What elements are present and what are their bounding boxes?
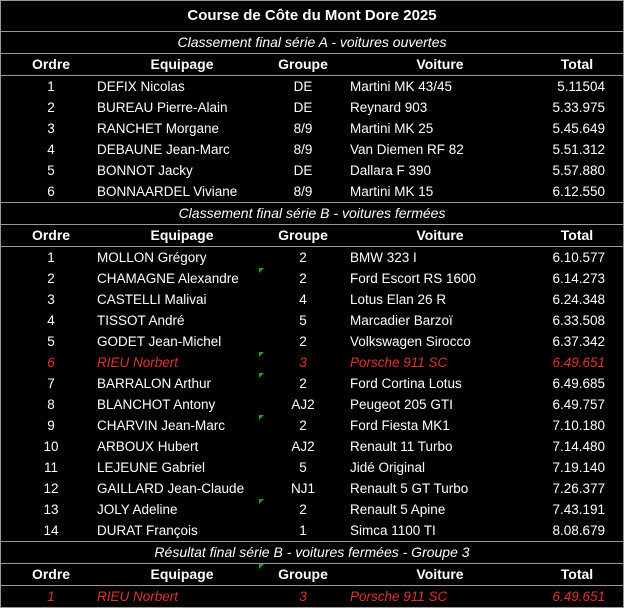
cell-voiture: Reynard 903 [350,100,428,115]
table-row [1,520,623,541]
cell-groupe: 1 [299,523,307,538]
table-row [1,373,623,394]
cell-equipage: BUREAU Pierre-Alain [97,100,228,115]
cell-total: 6.24.348 [552,292,605,307]
cell-voiture: Dallara F 390 [350,163,432,178]
column-header-row [1,54,623,76]
cell-groupe: 2 [299,271,307,286]
header-total: Total [560,56,594,72]
cell-total: 5.45.649 [552,121,605,136]
cell-voiture: Martini MK 25 [350,121,434,136]
cell-total: 5.11504 [557,79,605,94]
cell-groupe: 8/9 [293,121,313,136]
cell-total: 5.51.312 [552,142,605,157]
cell-total: 6.49.685 [552,376,605,391]
cell-total: 6.49.757 [552,397,605,412]
cell-equipage: CHAMAGNE Alexandre [97,271,239,286]
table-row [1,478,623,499]
cell-ordre: 7 [47,376,55,391]
cell-voiture: Van Diemen RF 82 [350,142,464,157]
cell-ordre: 1 [47,589,55,604]
cell-equipage: GODET Jean-Michel [97,334,222,349]
header-voiture: Voiture [416,566,464,582]
cell-equipage: GAILLARD Jean-Claude [97,481,245,496]
cell-equipage: RANCHET Morgane [97,121,220,136]
cell-equipage: DEBAUNE Jean-Marc [97,142,230,157]
cell-total: 6.14.273 [552,271,605,286]
cell-ordre: 13 [43,502,59,517]
cell-voiture: Marcadier Barzoï [350,313,453,328]
cell-marker-icon [259,373,264,378]
cell-marker-icon [259,499,264,504]
cell-groupe: DE [293,100,313,115]
cell-marker-icon [259,268,264,273]
header-voiture: Voiture [416,56,464,72]
cell-total: 5.33.975 [552,100,605,115]
header-voiture: Voiture [416,227,464,243]
cell-voiture: Jidé Original [350,460,426,475]
results-section [1,542,623,607]
cell-voiture: Renault 11 Turbo [350,439,453,454]
section-title: Résultat final série B - voitures fermées - Groupe 3 [1,542,623,564]
cell-voiture: Peugeot 205 GTI [350,397,453,412]
header-total: Total [560,566,594,582]
cell-ordre: 12 [43,481,59,496]
cell-ordre: 3 [47,292,55,307]
cell-ordre: 1 [47,79,55,94]
cell-total: 6.33.508 [552,313,605,328]
section-title: Classement final série A - voitures ouvertes [1,32,623,54]
cell-total: 7.26.377 [552,481,605,496]
cell-equipage: JOLY Adeline [97,502,178,517]
cell-groupe: 2 [299,418,307,433]
cell-voiture: Porsche 911 SC [350,355,448,370]
cell-groupe: 2 [299,502,307,517]
cell-groupe: 8/9 [293,184,313,199]
header-total: Total [560,227,594,243]
cell-voiture: Lotus Elan 26 R [350,292,447,307]
cell-equipage: CHARVIN Jean-Marc [97,418,226,433]
cell-groupe: NJ1 [290,481,315,496]
cell-voiture: Ford Fiesta MK1 [350,418,450,433]
results-section [1,32,623,203]
cell-groupe: 2 [299,250,307,265]
header-ordre: Ordre [31,566,71,582]
cell-voiture: Renault 5 GT Turbo [350,481,469,496]
cell-ordre: 5 [47,163,55,178]
table-row [1,118,623,139]
cell-voiture: BMW 323 I [350,250,417,265]
cell-ordre: 4 [47,142,55,157]
header-groupe: Groupe [278,227,328,243]
results-section [1,203,623,542]
table-row [1,268,623,289]
cell-ordre: 8 [47,397,55,412]
cell-voiture: Renault 5 Apine [350,502,446,517]
cell-total: 8.08.679 [552,523,605,538]
page-title: Course de Côte du Mont Dore 2025 [1,1,623,32]
results-sections [1,32,623,607]
cell-equipage: RIEU Norbert [97,589,179,604]
header-equipage: Equipage [150,56,214,72]
cell-voiture: Ford Cortina Lotus [350,376,462,391]
cell-total: 6.10.577 [552,250,605,265]
header-ordre: Ordre [31,56,71,72]
cell-groupe: AJ2 [291,397,315,412]
table-row [1,181,623,202]
cell-equipage: RIEU Norbert [97,355,179,370]
cell-equipage: MOLLON Grégory [97,250,207,265]
cell-ordre: 11 [43,460,58,475]
table-row [1,160,623,181]
cell-groupe: 3 [299,589,307,604]
table-row [1,331,623,352]
table-row [1,586,623,607]
cell-groupe: 2 [299,376,307,391]
header-equipage: Equipage [150,566,214,582]
table-row [1,97,623,118]
header-groupe: Groupe [278,566,328,582]
cell-ordre: 2 [47,271,55,286]
cell-groupe: 8/9 [293,142,313,157]
cell-ordre: 10 [43,439,59,454]
cell-voiture: Martini MK 15 [350,184,434,199]
cell-total: 7.14.480 [552,439,605,454]
cell-groupe: DE [293,163,313,178]
table-row [1,415,623,436]
cell-total: 6.49.651 [552,355,605,370]
table-row [1,289,623,310]
cell-equipage: BONNOT Jacky [97,163,193,178]
section-title: Classement final série B - voitures fermées [1,203,623,225]
table-row [1,394,623,415]
cell-ordre: 2 [47,100,55,115]
cell-groupe: 5 [299,313,307,328]
column-header-row [1,225,623,247]
cell-ordre: 4 [47,313,55,328]
cell-ordre: 6 [47,355,55,370]
cell-groupe: AJ2 [291,439,315,454]
cell-ordre: 14 [43,523,59,538]
cell-marker-icon [259,415,264,420]
cell-groupe: 4 [299,292,307,307]
cell-equipage: TISSOT André [97,313,185,328]
cell-ordre: 1 [47,250,55,265]
cell-equipage: CASTELLI Malivai [97,292,207,307]
cell-voiture: Porsche 911 SC [350,589,448,604]
table-row [1,457,623,478]
cell-total: 7.19.140 [552,460,605,475]
cell-equipage: BLANCHOT Antony [97,397,216,412]
cell-equipage: BARRALON Arthur [97,376,212,391]
cell-equipage: BONNAARDEL Viviane [97,184,238,199]
cell-groupe: DE [293,79,313,94]
cell-voiture: Ford Escort RS 1600 [350,271,477,286]
cell-voiture: Volkswagen Sirocco [350,334,471,349]
cell-marker-icon [259,352,264,357]
header-ordre: Ordre [31,227,71,243]
cell-total: 5.57.880 [552,163,605,178]
cell-ordre: 3 [47,121,55,136]
header-groupe: Groupe [278,56,328,72]
cell-total: 6.12.550 [552,184,605,199]
cell-marker-icon [259,564,264,569]
column-header-row [1,564,623,586]
table-row [1,310,623,331]
cell-total: 6.49.651 [552,589,605,604]
cell-voiture: Martini MK 43/45 [350,79,453,94]
table-row [1,247,623,268]
cell-groupe: 5 [299,460,307,475]
table-row [1,436,623,457]
table-row [1,499,623,520]
cell-ordre: 9 [47,418,55,433]
cell-groupe: 3 [299,355,307,370]
cell-equipage: DEFIX Nicolas [97,79,185,94]
cell-equipage: LEJEUNE Gabriel [97,460,206,475]
cell-ordre: 5 [47,334,55,349]
cell-voiture: Simca 1100 TI [350,523,436,538]
cell-groupe: 2 [299,334,307,349]
cell-total: 7.43.191 [552,502,605,517]
cell-equipage: ARBOUX Hubert [97,439,199,454]
cell-total: 6.37.342 [552,334,605,349]
header-equipage: Equipage [150,227,214,243]
table-row [1,76,623,97]
table-row [1,352,623,373]
cell-ordre: 6 [47,184,55,199]
cell-total: 7.10.180 [552,418,605,433]
table-row [1,139,623,160]
cell-equipage: DURAT François [97,523,198,538]
